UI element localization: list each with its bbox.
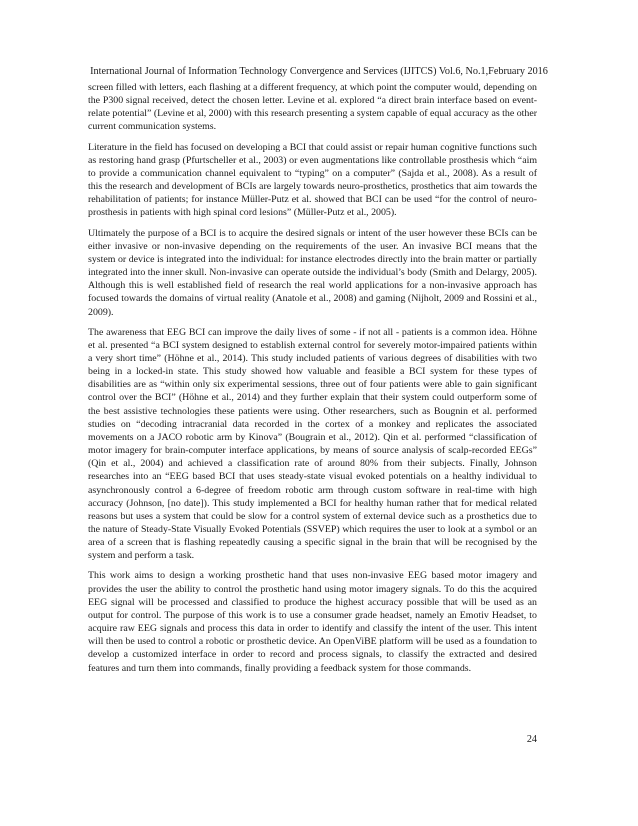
paragraph-work-aims: This work aims to design a working prosthetic hand that uses non-invasive EEG based motor imagery and provides the user the ability to control the prosthetic hand using motor imagery signals. To do this the acquired EEG signal will be processed and classified to produce the highest accuracy possible that will be used as an output for control. The purpose of this work is to use a consumer grade headset, namely an Emotiv Headset, to acquire raw EEG signals and process this data in order to identify and classify the intent of the user. This intent will then be used to control a robotic or prosthetic device. An OpenViBE platform will be used as a foundation to develop a customized interface in order to record and process signals, to classify the extracted and desired features and turn them into commands, finally providing a feedback system for those commands.: [88, 570, 537, 674]
page-number: 24: [526, 734, 537, 745]
running-header: International Journal of Information Technology Convergence and Services (IJITCS) Vol.6, No.1,February 2016: [90, 66, 548, 77]
paragraph-literature-review: Literature in the field has focused on developing a BCI that could assist or repair human cognitive functions such as restoring hand grasp (Pfurtscheller et al., 2003) or even augmentations like controllable prosthesis which “aim to provide a communication channel equivalent to “typing” on a computer” (Sajda et al., 2008). As a result of this the research and development of BCIs are largely towards neuro-prosthetics, prosthetics that aim towards the rehabilitation of patients; for instance Müller-Putz et al. showed that BCI can be used “for the control of neuro-prosthesis in patients with high spinal cord lesions” (Müller-Putz et al., 2005).: [88, 141, 537, 219]
paragraph-eeg-bci-studies: The awareness that EEG BCI can improve the daily lives of some - if not all - patients is a common idea. Höhne et al. presented “a BCI system designed to establish external control for severely motor-impaired patients within a very short time” (Höhne et al., 2014). This study included patients of various degrees of disabilities with two being in a locked-in state. This study showed how valuable and feasible a BCI system for these types of disabilities are as “within only six experimental sessions, three out of four patients were able to gain significant control over the BCI” (Höhne et al., 2014) and they further explain that their system could outperform some of the best assistive technologies these patients were using. Other researchers, such as Bougnin et al. performed studies on “decoding intracranial data recorded in the cortex of a monkey and replicates the associated movements on a JACO robotic arm by Kinova” (Bougrain et al., 2012). Qin et al. performed “classification of motor imagery for brain-computer interface applications, by means of source analysis of scalp-recorded EEGs” (Qin et al., 2004) and achieved a classification rate of around 80% from their subjects. Finally, Johnson researches into an “EEG based BCI that uses steady-state visual evoked potentials on a healthy individual to asynchronously control a 6-degree of freedom robotic arm through custom software in real-time with high accuracy (Johnson, [no date]). This study implemented a BCI for healthy human rather that for medical related reasons but uses a system that could be slow for a control system of external device such as a prosthetics due to the nature of Steady-State Visually Evoked Potentials (SSVEP) which requires the user to look at a symbol or an area of a screen that is flashing repeatedly causing a specific signal in the brain that will be recognised by the system and perform a task.: [88, 326, 537, 562]
paragraph-invasive-vs-noninvasive: Ultimately the purpose of a BCI is to acquire the desired signals or intent of the user however these BCIs can be either invasive or non-invasive depending on the requirements of the user. An invasive BCI means that the system or device is integrated into the individual: for instance electrodes directly into the brain matter or partially integrated into the inner skull. Non-invasive can operate outside the individual’s body (Smith and Delargy, 2005). Although this is well established field of research the real world applications for a non-invasive approach has focused towards the domains of virtual reality (Anatole et al., 2008) and gaming (Nijholt, 2009 and Rossini et al., 2009).: [88, 227, 537, 318]
body-text: [88, 81, 537, 682]
paragraph-p300-speller: screen filled with letters, each flashing at a different frequency, at which point the computer would, depending on the P300 signal received, detect the chosen letter. Levine et al. explored “a direct brain interface based on event-relate potential” (Levine et al, 2000) with this research presenting a system capable of equal accuracy as the other current communication systems.: [88, 82, 537, 133]
